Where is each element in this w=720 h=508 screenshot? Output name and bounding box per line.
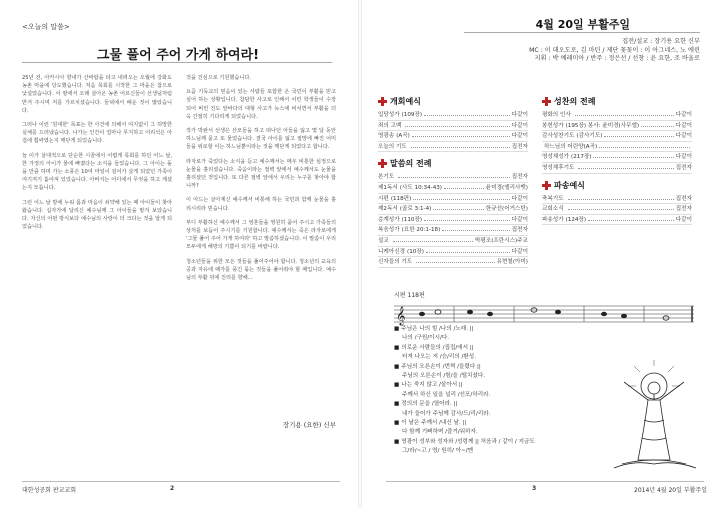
credit-line: 집전/설교 : 장기용 요한 신부	[622, 38, 700, 45]
liturgy-detail: (109장)	[401, 112, 423, 118]
page-number: 2	[170, 485, 175, 492]
paragraph: 것을 진심으로 기원했습니다.	[186, 75, 252, 81]
liturgy-heading-text: 성찬의 전례	[554, 97, 596, 106]
lyric-text: 다 함께 기뻐하며 /즐거/워하자.	[402, 429, 478, 436]
lyric-text: 터져 나오는 저 /승/리의 /환성.	[402, 354, 476, 361]
liturgy-section	[378, 96, 528, 152]
lyric-text: 주님의 오른손이 /힘/을 /떨치셨다.	[402, 373, 486, 380]
liturgy-leader: 다같이	[675, 216, 692, 223]
liturgy-item: 평화의 인사	[542, 112, 571, 118]
liturgy-item: 교회소식	[542, 206, 564, 213]
liturgy-leader: 다같이	[511, 195, 528, 202]
liturgy-row	[378, 236, 528, 247]
cross-icon	[542, 97, 551, 106]
liturgy-detail: (217장)	[571, 154, 592, 161]
leader-dots	[442, 226, 510, 231]
liturgy-leader: 다같이	[675, 133, 692, 140]
service-credits	[444, 38, 700, 64]
liturgy-row	[542, 142, 692, 153]
verse-bullet-icon: ■	[394, 420, 400, 427]
leader-dots	[426, 248, 510, 253]
liturgy-row	[378, 172, 528, 183]
leader-dots	[412, 132, 510, 137]
liturgy-heading	[378, 96, 528, 107]
lyric-line	[394, 345, 604, 352]
liturgy-item: 영성체성가	[542, 154, 570, 161]
liturgy-row	[378, 142, 528, 153]
liturgy-leader: 한규선(어거스틴)	[485, 206, 528, 213]
liturgy-section	[378, 158, 528, 267]
footer-divider	[386, 481, 704, 482]
liturgy-column-right	[542, 92, 692, 231]
sermon-column-2	[186, 74, 336, 288]
lyric-line	[394, 392, 604, 399]
liturgy-detail: (110장)	[401, 216, 423, 223]
footer-date: 2014년 4월 20일 부활주일	[634, 487, 708, 494]
right-page	[364, 0, 720, 508]
liturgy-detail: (감사기도)	[576, 133, 603, 140]
liturgy-item: 죄의 고백	[378, 122, 402, 129]
lyric-line	[394, 448, 604, 455]
lyric-text: 정의의 문을 /열어라. ||	[401, 401, 458, 408]
cross-icon	[378, 159, 387, 168]
paragraph: 늘 이가 살대적으로 단순한 시골에서 어렵게 목회를 하던 어느 날, 한 가정의 아이가 물에 빠졌다는 소식을 들었습니다. 그 아이는 돌을 만큼 하며 가는 소풍은 10여 마일이 걸어가 살게 되었던 가족이 여기저기 흩어져 있었습니다. 아버지는 어디에서 무엇을 하고 계셨는지 모릅니다.	[22, 152, 172, 192]
liturgy-detail: (195장) 봉사: 윤미경(사무엘)	[565, 122, 640, 129]
liturgy-detail: (사도 10:34-43)	[399, 184, 442, 191]
liturgy-heading	[378, 158, 528, 169]
liturgy-leader: 집전자	[675, 195, 692, 202]
liturgy-heading-text: 말씀의 전례	[390, 159, 432, 169]
verse-bullet-icon: ■	[394, 344, 400, 351]
liturgy-row	[378, 247, 528, 258]
liturgy-detail: (요한 20:1-18)	[401, 227, 441, 234]
risen-christ-illustration	[604, 360, 704, 470]
title-divider	[22, 62, 332, 63]
leader-dots	[424, 216, 510, 221]
liturgy-heading-text: 파송예식	[554, 180, 585, 190]
lyric-text: 영광이 성부와 성자와 /성령께 || 처음과 / 같이 / 지금도	[401, 438, 535, 445]
liturgy-item: 본기도	[378, 174, 395, 181]
sermon-column-1	[22, 74, 172, 237]
liturgy-leader: 집전자	[511, 143, 528, 150]
liturgy-item: 층계성가	[378, 216, 400, 223]
lyric-line	[394, 326, 604, 333]
sermon-signature: 장기용 (요한) 신부	[282, 421, 336, 429]
paragraph: 그러나 이런 '원대한' 목표는 한 사건에 의해서 여지없이 그 허망한 실체를 드러냈습니다. 나가는 인간이 얼마나 무지하고 어리석은 아집에 휩싸였는지 깨닫게 되었습니다.	[22, 122, 172, 145]
liturgy-detail: (124장)	[565, 216, 587, 223]
lyric-line	[394, 364, 604, 371]
leader-dots	[416, 258, 494, 263]
psalm-lyrics	[394, 326, 604, 458]
liturgy-row	[542, 204, 692, 215]
liturgy-row	[378, 131, 528, 142]
liturgy-leader: 집전자	[511, 227, 528, 234]
lyric-line	[394, 335, 604, 342]
lyric-text: 의로운 사람들의 /집집/에서 ||	[401, 344, 474, 351]
liturgy-row	[378, 215, 528, 226]
liturgy-leader: 집전자	[675, 206, 692, 213]
leader-dots	[599, 143, 690, 148]
liturgy-item: 오늘의 기도	[378, 143, 407, 150]
liturgy-row	[378, 194, 528, 205]
lyric-text: 나의 /구원/이시/다.	[402, 335, 450, 342]
paragraph: 작가 박완서 선생은 산모들을 하고 떠나던 아들을 잃고 몇 달 동안 하느님께 묻고 또 물었습니다. 결국 아이를 잃고 절망에 빠진 어미들을 위로할 이는 하느님뿐이라는 것을 깨닫게 되었다고 합니다.	[186, 128, 336, 151]
lyric-text: 주님은 나의 힘 /나의 /노래. ||	[401, 326, 474, 332]
section-label: <오늘의 말씀>	[22, 23, 70, 31]
cross-icon	[378, 97, 387, 106]
liturgy-leader: 다같이	[675, 112, 692, 118]
liturgy-row	[542, 121, 692, 132]
liturgy-row	[542, 110, 692, 121]
leader-dots	[433, 205, 483, 210]
leader-dots	[405, 122, 509, 127]
page-fold	[358, 0, 362, 508]
liturgy-leader: 윤미경(엘리사벳)	[485, 184, 528, 191]
liturgy-item: 니케아신경	[378, 248, 406, 255]
lyric-text: 주님의 오른손이 /번쩍 /들렸다 ||	[401, 363, 481, 370]
liturgy-item: 제1독서	[378, 184, 398, 191]
liturgy-leader: 집전자	[675, 164, 692, 171]
lyric-line	[394, 401, 604, 408]
liturgy-detail: 하느님의 어린양(A곡)	[544, 143, 598, 150]
paragraph: 그런 어느 날 방에 누워 몸과 마음이 쇠약해 있는 때 아이들이 찾아왔습니다. 십자가에 달리신 예수님께 그 아이들을 맡겨 보았습니다. 자신의 어떤 방식보다 예수님의 사랑이 더 크다는 것을 알게 되었습니다.	[22, 199, 172, 231]
liturgy-row	[542, 152, 692, 163]
leader-dots	[444, 184, 484, 189]
paragraph: 25년 전, 아카시아 향내가 산바람을 타고 내려오는 오월에 강화도 농촌 마을에 당도했습니다. 처음 목회를 시작한 그 마을은 참으로 낯설었습니다. 이 땅에서 오래 살아온 농촌 어르신들이 선생님처럼 반겨 주시며 저를 가르치셨습니다. 들녘에서 배운 것이 많았습니다.	[22, 75, 172, 114]
liturgy-item: 신자들의 기도	[378, 259, 413, 266]
liturgy-section	[542, 180, 692, 226]
leader-dots	[398, 173, 510, 178]
liturgy-item: 입당성가	[378, 112, 400, 118]
liturgy-heading-text: 개회예식	[390, 97, 421, 106]
liturgy-leader: 다같이	[675, 122, 692, 129]
verse-bullet-icon: ■	[394, 401, 400, 408]
liturgy-leader: 다같이	[511, 122, 528, 129]
liturgy-row	[542, 194, 692, 205]
sermon-title: 그물 풀어 주어 가게 하여라!	[96, 48, 260, 63]
lyric-text: 나는 죽지 않고 /살아서 ||	[401, 382, 463, 389]
liturgy-row	[542, 163, 692, 174]
lyric-text: 그/라/~고 / 영/ 원히/ 아~/멘	[402, 448, 474, 455]
verse-bullet-icon: ■	[394, 438, 400, 445]
leader-dots	[578, 164, 673, 169]
title-divider	[464, 32, 700, 33]
liturgy-detail: (10장)	[407, 248, 424, 255]
liturgy-heading	[542, 96, 692, 107]
liturgy-item: 설교	[378, 237, 389, 244]
liturgy-row	[378, 204, 528, 215]
leader-dots	[424, 111, 510, 116]
liturgy-row	[542, 215, 692, 226]
liturgy-row	[378, 121, 528, 132]
liturgy-detail: (골로 3:1-4)	[399, 206, 432, 213]
lyric-text: 내가 들어가 주님께 감사/드/리/리라.	[402, 410, 491, 417]
page-number: 3	[532, 485, 537, 492]
svg-text:𝄞: 𝄞	[396, 306, 406, 325]
credit-line: 지휘 : 박 예레미아 / 반주 : 정은선 / 선창 : 윤 요한, 조 바울로	[534, 55, 700, 62]
liturgy-leader: 다같이	[675, 154, 692, 161]
liturgy-item: 영성체후기도	[542, 164, 575, 171]
lyric-line	[394, 411, 604, 418]
liturgy-item: 제2독서	[378, 206, 398, 213]
left-page	[0, 0, 356, 508]
liturgy-detail: (A곡)	[396, 133, 410, 140]
liturgy-item: 감사성찬기도	[542, 133, 575, 140]
lyric-line	[394, 382, 604, 389]
lyric-text: 이 날은 주께서 /내신 날. ||	[401, 420, 467, 427]
liturgy-row	[378, 183, 528, 194]
liturgy-item: 파송성가	[542, 216, 564, 223]
liturgy-leader: 다같이	[511, 248, 528, 255]
verse-bullet-icon: ■	[394, 363, 400, 370]
liturgy-leader: 박평조(프란시스)주교	[475, 237, 528, 244]
lyric-line	[394, 420, 604, 427]
footer-divider	[22, 481, 340, 482]
leader-dots	[568, 195, 674, 200]
lyric-line	[394, 429, 604, 436]
leader-dots	[588, 216, 674, 221]
paragraph: 라자로가 죽었다는 소식을 듣고 예수께서는 매우 비통한 심정으로 눈물을 흘리셨습니다. 죽음이라는 절벽 앞에서 예수께서도 눈물을 흘리셨던 것입니다. 또 다른 절벽 앞에서 우리는 누구를 찾아야 합니까?	[186, 158, 336, 190]
liturgy-item: 복음성가	[378, 227, 400, 234]
liturgy-item: 영광송	[378, 133, 395, 140]
paragraph: 부디 부활하신 예수께서 그 영혼들을 영원히 품어 주시고 가족들의 상처를 보듬어 주시기를 기원합니다. 예수께서는 죽은 라자로에게 '그물 풀어 주어 가게 하여라' 하고 말씀하셨습니다. 이 말씀이 우리 모두에게 해방의 기쁨이 되기를 바랍니다.	[186, 219, 336, 251]
leader-dots	[593, 153, 673, 158]
liturgy-leader: 다같이	[511, 112, 528, 118]
liturgy-row	[542, 131, 692, 142]
liturgy-heading	[542, 180, 692, 191]
liturgy-row	[378, 110, 528, 121]
psalm-label: 시편 118편	[394, 292, 425, 299]
leader-dots	[568, 205, 674, 210]
service-title: 4월 20일 부활주일	[535, 18, 630, 31]
credit-line: MC : 이 데오도로, 김 마틴 / 제단 꽃꽂이 : 이 아그네스, 노 에린	[529, 46, 700, 54]
footer-church-name: 대한성공회 판교교회	[22, 487, 77, 494]
leader-dots	[604, 132, 673, 137]
liturgy-leader: 집전자	[511, 174, 528, 181]
leader-dots	[411, 143, 510, 148]
paragraph: 청소년들을 위한 모든 것들을 풀어주어야 합니다. 청소년의 교육의 공과 자유에 때가를 풍긴 묶는 것들을 풀어줘야 할 때입니다. 예수님의 부활 뒤에 진리를 향해...	[186, 258, 336, 282]
liturgy-column-left	[378, 92, 528, 274]
liturgy-section	[542, 96, 692, 174]
lyric-line	[394, 439, 604, 446]
liturgy-row	[378, 225, 528, 236]
lyric-line	[394, 373, 604, 380]
liturgy-item: 시편	[378, 195, 389, 202]
liturgy-leader: 다같이	[511, 133, 528, 140]
lyric-text: 주께서 하신 일을 널리 /선포/하리라.	[402, 391, 491, 398]
paragraph: 요즘 기독교의 믿음이 있는 사람들 포함한 온 국민이 부활을 믿고 싶어 하는 상황입니다. 참담한 사고로 인해서 어린 학생들이 수장되어 버린 진도 앞바다의 대형 사고가 뉴스에 비치면서 부활을 더욱 간절히 기다리게 되었습니다.	[186, 89, 336, 120]
lyric-line	[394, 354, 604, 361]
liturgy-row	[378, 257, 528, 268]
verse-bullet-icon: ■	[394, 382, 400, 389]
leader-dots	[413, 195, 510, 200]
liturgy-item: 봉헌성가	[542, 122, 564, 129]
liturgy-item: 축복기도	[542, 195, 564, 202]
liturgy-detail: (118편)	[390, 195, 412, 202]
leader-dots	[575, 111, 674, 116]
leader-dots	[393, 237, 473, 242]
cross-icon	[542, 181, 551, 190]
liturgy-leader: 다같이	[511, 216, 528, 223]
leader-dots	[641, 122, 674, 127]
liturgy-leader: 유현철(아미)	[496, 259, 528, 266]
paragraph: 이 아드는 살아계신 예수께서 비통해 하는 국민과 함께 눈물을 흘리시리라 믿습니다.	[186, 197, 336, 212]
verse-bullet-icon: ■	[394, 326, 400, 332]
